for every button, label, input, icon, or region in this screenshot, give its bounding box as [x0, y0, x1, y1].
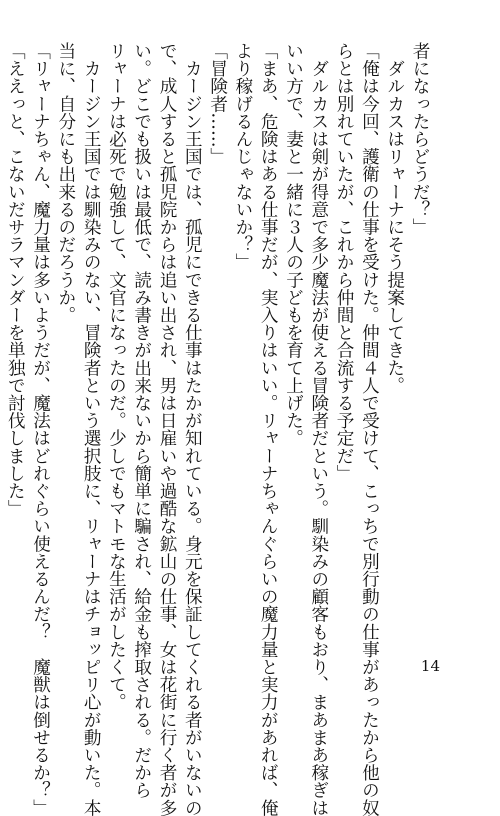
text-line: 「まあ、危険はある仕事だが、実入りはいい。リャーナちゃんぐらいの魔力量と実力があれば、俺: [258, 42, 279, 816]
text-line: 「リャーナちゃん、魔力量は多いようだが、魔法はどれぐらい使えるんだ？ 魔獣は倒せるか？」: [30, 42, 51, 816]
text-line: カージン王国では馴染みのない、冒険者という選択肢に、リャーナはチョッピリ心が動いた。本: [81, 42, 102, 816]
text-line: 「ええっと、こないだサラマンダーを単独で討伐しました」: [5, 42, 26, 518]
text-line: いい方で、妻と一緒に３人の子どもを育て上げた。: [283, 42, 304, 447]
text-line: 「俺は今回、護衛の仕事を受けた。仲間４人で受けて、こっちで別行動の仕事があったから他の奴: [359, 42, 380, 816]
text-line: で、成人すると孤児院からは追い出され、男は日雇いや過酷な鉱山の仕事、女は花街に行く者が多: [157, 42, 178, 816]
text-line: 者になったらどうだ？」: [410, 42, 430, 236]
text-line: 当に、自分にも出来るのだろうか。: [55, 42, 76, 324]
text-line: カージン王国では、孤児にできる仕事はたかが知れている。身元を保証してくれる者がいないの: [182, 42, 203, 816]
page-number: 14: [420, 657, 440, 675]
text-line: より稼げるんじゃないか？」: [232, 42, 253, 271]
text-line: ダルカスは剣が得意で多少魔法が使える冒険者だという。馴染みの顧客もおり、まあまあ稼ぎは: [308, 42, 329, 816]
text-line: リャーナは必死で勉強して、文官になったのだ。少しでもマトモな生活がしたくて。: [106, 42, 127, 711]
text-line: ダルカスはリャーナにそう提案してきた。: [384, 42, 405, 394]
text-line: らとは別れていたが、これから仲間と合流する予定だ」: [334, 42, 355, 482]
text-line: 「冒険者……」: [207, 42, 228, 166]
text-line: い。どこでも扱いは最低で、読み書きが出来ないから簡単に騙され、給金も搾取される。だから: [131, 42, 152, 799]
